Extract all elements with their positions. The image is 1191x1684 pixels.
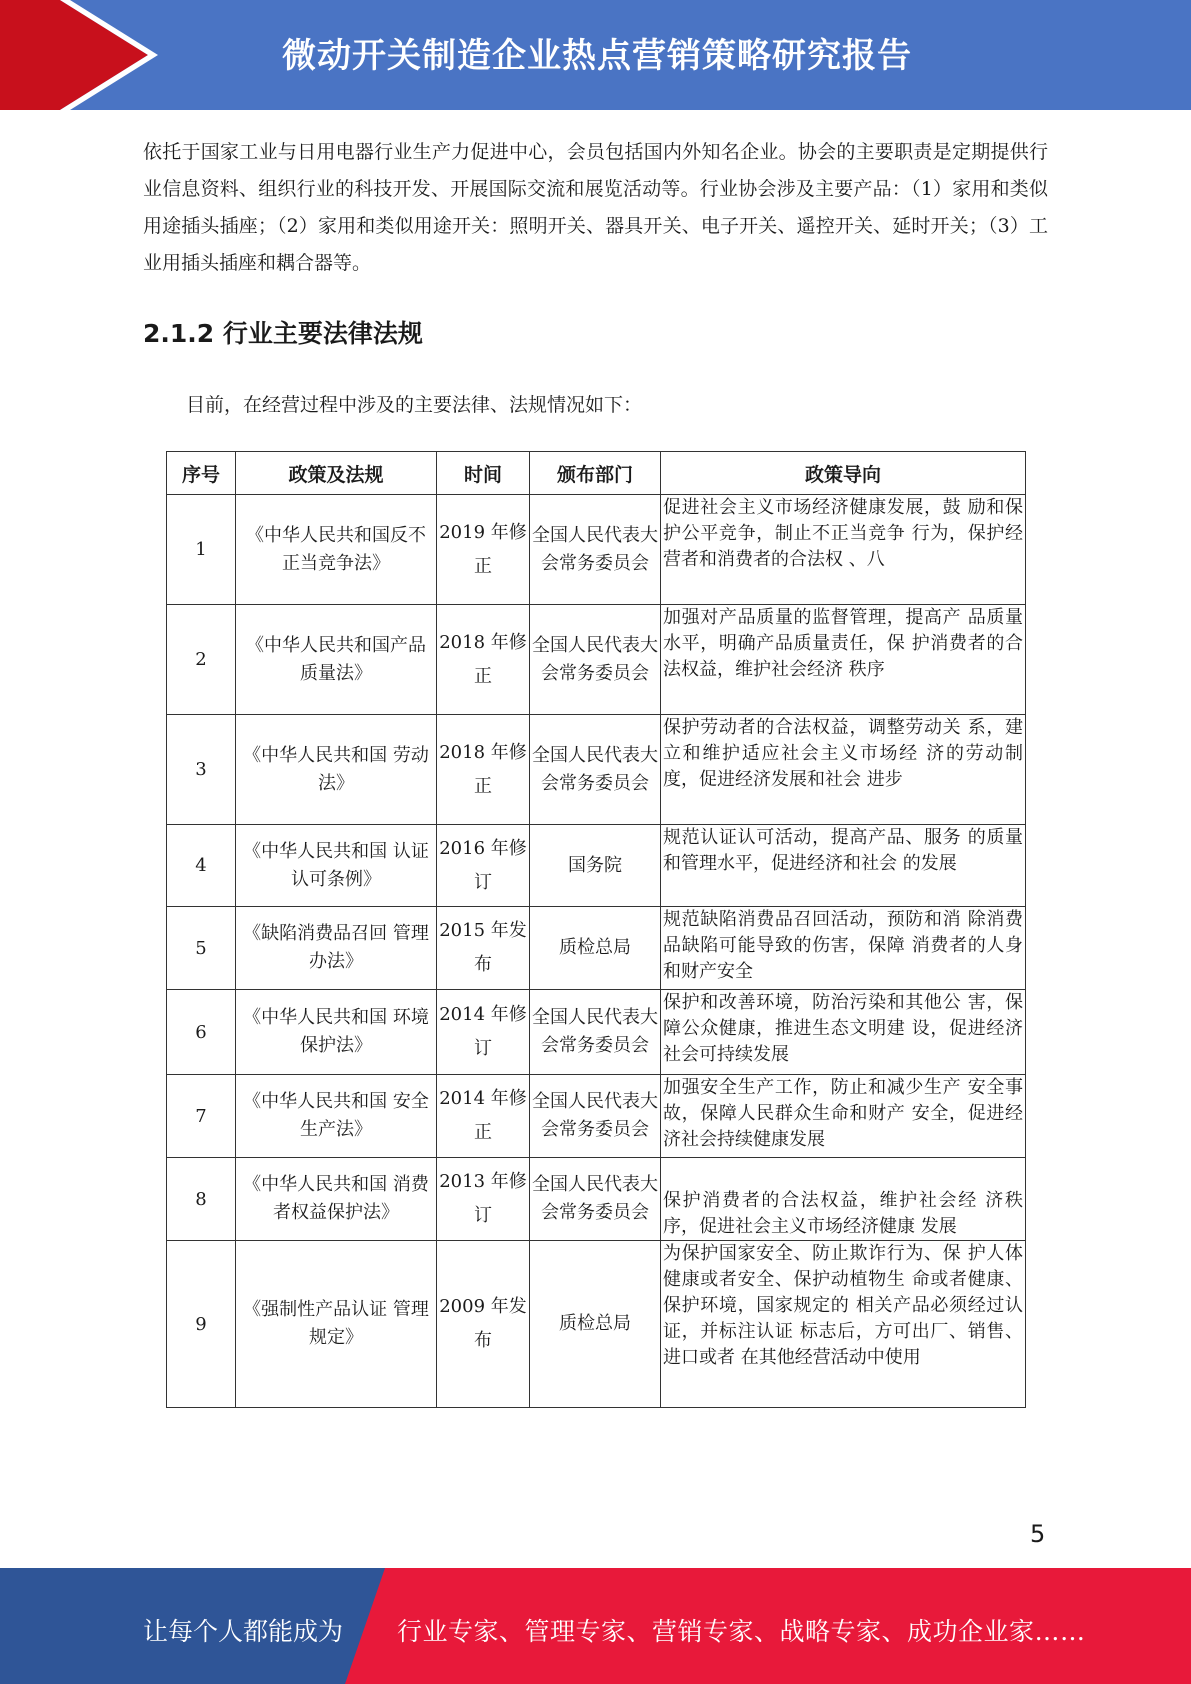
cell-policy: 《中华人民共和国反不正当竞争法》 (236, 495, 437, 605)
header-cell-time: 时间 (437, 452, 530, 495)
cell-time: 2019 年修正 (437, 495, 530, 605)
cell-policy: 《中华人民共和国产品质量法》 (236, 605, 437, 715)
header-cell-direction: 政策导向 (661, 452, 1026, 495)
cell-time: 2015 年发布 (437, 907, 530, 990)
table-row (167, 1241, 1026, 1408)
header-cell-dept: 颁布部门 (530, 452, 661, 495)
cell-dept: 全国人民代表大会常务委员会 (530, 605, 661, 715)
header-red-chevron (0, 0, 160, 110)
table-row (167, 495, 1026, 605)
page-header (0, 0, 1191, 110)
section-lead: 目前，在经营过程中涉及的主要法律、法规情况如下： (186, 394, 643, 416)
cell-time: 2018 年修正 (437, 715, 530, 825)
cell-direction: 促进社会主义市场经济健康发展，鼓 励和保护公平竞争，制止不正当竞争 行为，保护经营者和消费者的合法权 、八 (661, 495, 1026, 605)
cell-dept: 国务院 (530, 825, 661, 907)
table-row (167, 1075, 1026, 1158)
page-number: 5 (1030, 1520, 1046, 1548)
cell-time: 2014 年修正 (437, 1075, 530, 1158)
cell-time: 2009 年发布 (437, 1241, 530, 1408)
table-row (167, 715, 1026, 825)
cell-direction: 为保护国家安全、防止欺诈行为、保 护人体健康或者安全、保护动植物生 命或者健康、保护环境，国家规定的 相关产品必须经过认证，并标注认证 标志后，方可出厂、销售、进口或者 在其他经营活动中使用 (661, 1241, 1026, 1408)
cell-direction: 保护和改善环境，防治污染和其他公 害，保障公众健康，推进生态文明建 设，促进经济社会可持续发展 (661, 990, 1026, 1075)
cell-dept: 全国人民代表大会常务委员会 (530, 1158, 661, 1241)
cell-policy: 《中华人民共和国 安全生产法》 (236, 1075, 437, 1158)
cell-direction: 保护劳动者的合法权益，调整劳动关 系，建立和维护适应社会主义市场经 济的劳动制度，促进经济发展和社会 进步 (661, 715, 1026, 825)
cell-time: 2013 年修订 (437, 1158, 530, 1241)
cell-no: 7 (167, 1075, 236, 1158)
footer-slogan-right: 行业专家、管理专家、营销专家、战略专家、成功企业家…… (397, 1617, 1086, 1646)
cell-no: 1 (167, 495, 236, 605)
table-row (167, 990, 1026, 1075)
cell-policy: 《中华人民共和国 认证认可条例》 (236, 825, 437, 907)
cell-no: 6 (167, 990, 236, 1075)
cell-time: 2014 年修订 (437, 990, 530, 1075)
table-row (167, 605, 1026, 715)
table-row (167, 825, 1026, 907)
table-header-row (167, 452, 1026, 495)
cell-dept: 全国人民代表大会常务委员会 (530, 1075, 661, 1158)
cell-direction: 规范缺陷消费品召回活动，预防和消 除消费品缺陷可能导致的伤害，保障 消费者的人身和财产安全 (661, 907, 1026, 990)
cell-no: 2 (167, 605, 236, 715)
cell-direction: 保护消费者的合法权益，维护社会经 济秩序，促进社会主义市场经济健康 发展 (661, 1158, 1026, 1241)
cell-policy: 《强制性产品认证 管理规定》 (236, 1241, 437, 1408)
cell-dept: 全国人民代表大会常务委员会 (530, 715, 661, 825)
cell-time: 2018 年修正 (437, 605, 530, 715)
report-title: 微动开关制造企业热点营销策略研究报告 (282, 36, 912, 76)
cell-dept: 质检总局 (530, 1241, 661, 1408)
cell-no: 5 (167, 907, 236, 990)
cell-direction: 加强对产品质量的监督管理，提高产 品质量水平，明确产品质量责任，保 护消费者的合法权益，维护社会经济 秩序 (661, 605, 1026, 715)
footer-slogan-left: 让每个人都能成为 (143, 1617, 344, 1646)
cell-no: 9 (167, 1241, 236, 1408)
page-footer (0, 1568, 1191, 1684)
intro-paragraph: 依托于国家工业与日用电器行业生产力促进中心，会员包括国内外知名企业。协会的主要职责是定期提供行业信息资料、组织行业的科技开发、开展国际交流和展览活动等。行业协会涉及主要产品：（1）家用和类似用途插头插座；（2）家用和类似用途开关：照明开关、器具开关、电子开关、遥控开关、延时开关；（3）工业用插头插座和耦合器等。 (143, 141, 1048, 274)
cell-dept: 全国人民代表大会常务委员会 (530, 495, 661, 605)
table-row (167, 907, 1026, 990)
cell-no: 3 (167, 715, 236, 825)
section-heading: 2.1.2 行业主要法律法规 (143, 319, 423, 348)
cell-policy: 《缺陷消费品召回 管理办法》 (236, 907, 437, 990)
cell-direction: 加强安全生产工作，防止和减少生产 安全事故，保障人民群众生命和财产 安全，促进经济社会持续健康发展 (661, 1075, 1026, 1158)
cell-policy: 《中华人民共和国 消费者权益保护法》 (236, 1158, 437, 1241)
cell-policy: 《中华人民共和国 环境保护法》 (236, 990, 437, 1075)
header-cell-no: 序号 (167, 452, 236, 495)
cell-direction: 规范认证认可活动，提高产品、服务 的质量和管理水平，促进经济和社会 的发展 (661, 825, 1026, 907)
cell-policy: 《中华人民共和国 劳动法》 (236, 715, 437, 825)
cell-dept: 质检总局 (530, 907, 661, 990)
cell-no: 4 (167, 825, 236, 907)
cell-time: 2016 年修订 (437, 825, 530, 907)
cell-no: 8 (167, 1158, 236, 1241)
header-cell-policy: 政策及法规 (236, 452, 437, 495)
table-row (167, 1158, 1026, 1241)
cell-dept: 全国人民代表大会常务委员会 (530, 990, 661, 1075)
laws-table (166, 451, 1026, 1408)
